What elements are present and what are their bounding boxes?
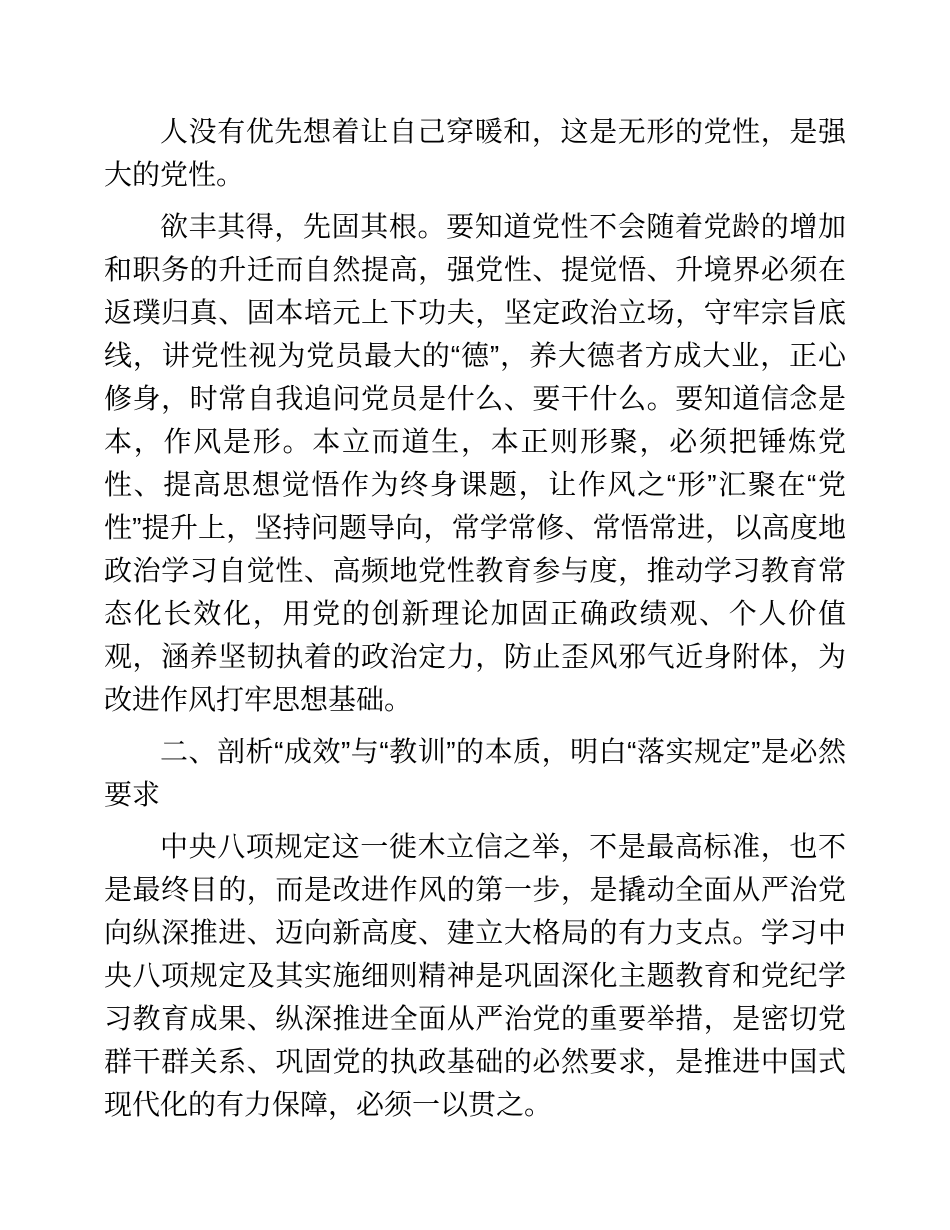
section-heading-2: 二、剖析“成效”与“教训”的本质，明白“落实规定”是必然要求 xyxy=(104,736,846,810)
document-body xyxy=(104,110,846,1126)
paragraph-party-spirit: 人没有优先想着让自己穿暖和，这是无形的党性，是强大的党性。 xyxy=(104,116,846,190)
paragraph-eight-point-regulations: 中央八项规定这一徙木立信之举，不是最高标准，也不是最终目的，而是改进作风的第一步，是撬动全面从严治党向纵深推进、迈向新高度、建立大格局的有力支点。学习中央八项规定及其实施细则精神是巩固深化主题教育和党纪学习教育成果、纵深推进全面从严治党的重要举措，是密切党群干群关系、巩固党的执政基础的必然要求，是推进中国式现代化的有力保障，必须一以贯之。 xyxy=(104,831,846,1120)
paragraph-strengthen-roots: 欲丰其得，先固其根。要知道党性不会随着党龄的增加和职务的升迁而自然提高，强党性、提觉悟、升境界必须在返璞归真、固本培元上下功夫，坚定政治立场，守牢宗旨底线，讲党性视为党员最大的“德”，养大德者方成大业，正心修身，时常自我追问党员是什么、要干什么。要知道信念是本，作风是形。本立而道生，本正则形聚，必须把锤炼党性、提高思想觉悟作为终身课题，让作风之“形”汇聚在“党性”提升上，坚持问题导向，常学常修、常悟常进，以高度地政治学习自觉性、高频地党性教育参与度，推动学习教育常态化长效化，用党的创新理论加固正确政绩观、个人价值观，涵养坚韧执着的政治定力，防止歪风邪气近身附体，为改进作风打牢思想基础。 xyxy=(104,211,846,715)
